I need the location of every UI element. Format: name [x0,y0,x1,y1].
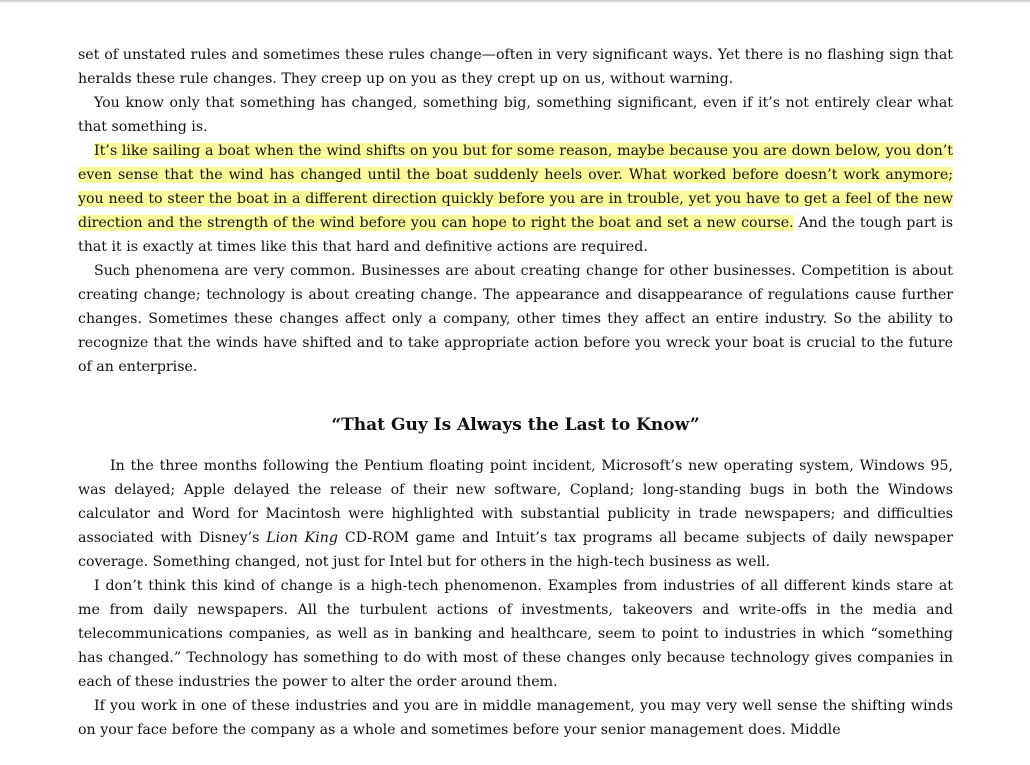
paragraph-pentium-incident [78,454,953,574]
italic-title-lion-king: Lion King [266,530,339,546]
window-top-shadow [0,0,1030,3]
document-page [78,43,953,742]
paragraph-rules-change: set of unstated rules and sometimes these rules change—often in very significant ways. Yet there is no flashing sign that heralds these rule changes. They creep up on you as they crept up on us, without warning. [78,47,953,87]
paragraph-sailing-rest: And the tough part is that it is exactly at times like this that hard and definitive actions are required. [78,215,953,255]
highlighted-passage[interactable]: It’s like sailing a boat when the wind shifts on you but for some reason, maybe because you are down below, you don’t even sense that the wind has changed until the boat suddenly heels over. What worked before doesn’t work anymore; you need to steer the boat in a different direction quickly before you are in trouble, yet you have to get a feel of the new direction and the strength of the wind before you can hope to right the boat and set a new course. [78,143,953,231]
paragraph-sailing-boat [78,139,953,259]
paragraph-pentium-part-b: CD-ROM game and Intuit’s tax programs all became subjects of daily newspaper coverage. Something changed, not just for Intel but for others in the high-tech business as well. [78,530,953,570]
paragraph-pentium-part-a: In the three months following the Pentium floating point incident, Microsoft’s new operating system, Windows 95, was delayed; Apple delayed the release of their new software, Copland; long-standing bugs in both the Windows calculator and Word for Macintosh were highlighted with substantial publicity in trade newspapers; and difficulties associated with Disney’s [78,458,953,546]
paragraph-phenomena: Such phenomena are very common. Businesses are about creating change for other businesses. Competition is about creating change; technology is about creating change. The appearance and disappearance of regulations cause further changes. Sometimes these changes affect only a company, other times they affect an entire industry. So the ability to recognize that the winds have shifted and to take appropriate action before you wreck your boat is crucial to the future of an enterprise. [78,263,953,375]
paragraph-middle-management: If you work in one of these industries and you are in middle management, you may very well sense the shifting winds on your face before the company as a whole and sometimes before your senior management does. Middle [78,698,953,738]
paragraph-something-changed: You know only that something has changed, something big, something significant, even if it’s not entirely clear what that something is. [78,95,953,135]
section-heading: “That Guy Is Always the Last to Know” [331,415,700,435]
paragraph-not-high-tech: I don’t think this kind of change is a high-tech phenomenon. Examples from industries of all different kinds stare at me from daily newspapers. All the turbulent actions of investments, takeovers and write-offs in the media and telecommunications companies, as well as in banking and healthcare, seem to point to industries in which “something has changed.” Technology has something to do with most of these changes only because technology gives companies in each of these industries the power to alter the order around them. [78,578,953,690]
